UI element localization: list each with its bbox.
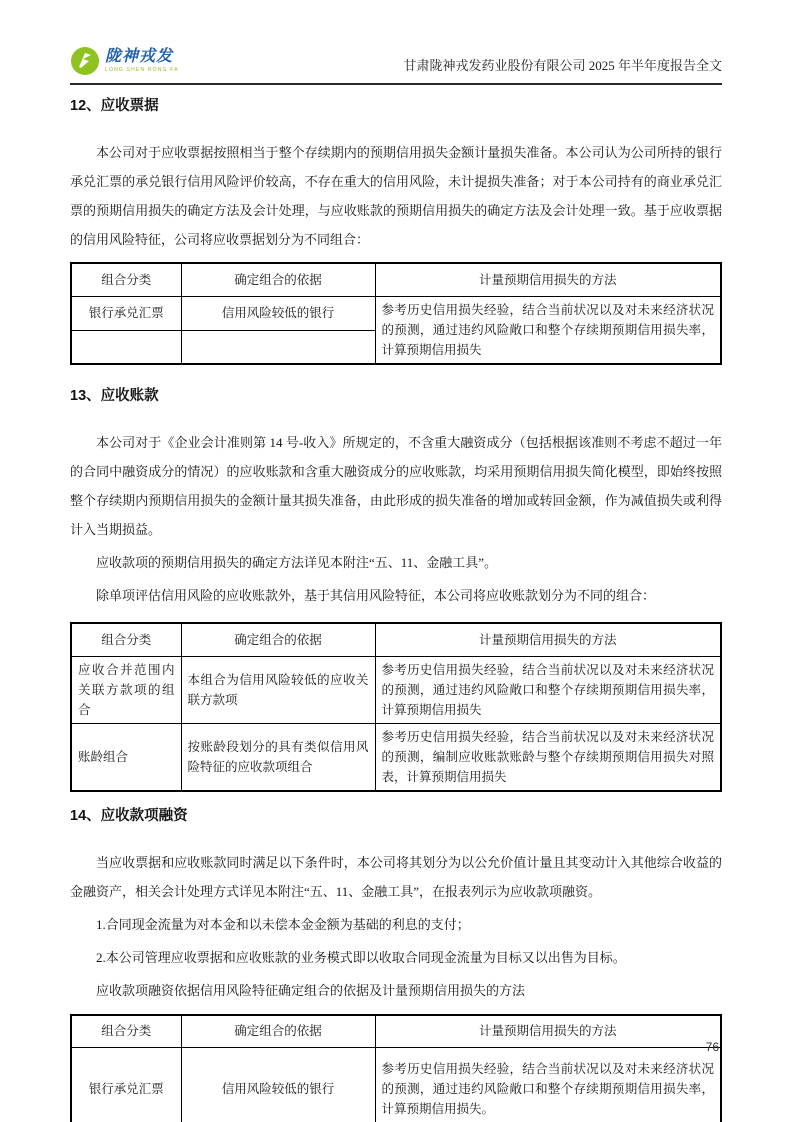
table-row (71, 723, 721, 791)
section14-condition-1: 1.合同现金流量为对本金和以未偿本金金额为基础的利息的支付； (96, 916, 470, 932)
table-header-row (71, 1015, 721, 1048)
table-header-row (71, 623, 721, 656)
section-heading-14: 14、应收款项融资 (70, 807, 188, 824)
empty-cell (181, 330, 375, 364)
company-logo (70, 46, 179, 76)
section14-paragraph-1: 当应收票据和应收账款同时满足以下条件时，本公司将其划分为以公允价值计量且其变动计入其他综合收益的金融资产，相关会计处理方式详见本附注“五、11、金融工具”，在报表列示为应收款项融资。 (70, 854, 722, 899)
cell-method: 参考历史信用损失经验，结合当前状况以及对未来经济状况的预测，通过违约风险敞口和整个存续期预期信用损失率，计算预期信用损失 (375, 296, 721, 364)
logo-circle-icon (70, 46, 100, 76)
col-header-category: 组合分类 (71, 1015, 181, 1048)
cell-basis: 信用风险较低的银行 (181, 1048, 375, 1122)
document-title: 甘肃陇神戎发药业股份有限公司 2025 年半年度报告全文 (403, 58, 722, 73)
section-heading-12: 12、应收票据 (70, 98, 159, 114)
col-header-category: 组合分类 (71, 623, 181, 656)
receivables-financing-table (70, 1014, 722, 1122)
accounts-receivable-table (70, 622, 722, 792)
col-header-method: 计量预期信用损失的方法 (375, 623, 721, 656)
cell-category: 账龄组合 (71, 723, 181, 791)
notes-receivable-table (70, 262, 722, 365)
cell-basis: 按账龄段划分的具有类似信用风险特征的应收款项组合 (181, 723, 375, 791)
brand-name-cn: 陇神戎发 (105, 48, 174, 65)
section-heading-13: 13、应收账款 (70, 388, 159, 404)
empty-cell (71, 330, 181, 364)
section13-paragraph-3: 除单项评估信用风险的应收账款外，基于其信用风险特征，本公司将应收账款划分为不同的组合： (96, 588, 656, 603)
table-row (71, 1048, 721, 1122)
cell-category: 银行承兑汇票 (71, 1048, 181, 1122)
col-header-method: 计量预期信用损失的方法 (375, 263, 721, 296)
brand-name-en: LONG SHEN RONG FA (105, 67, 179, 73)
col-header-basis: 确定组合的依据 (181, 1015, 375, 1048)
section13-paragraph-1: 本公司对于《企业会计准则第 14 号-收入》所规定的，不含重大融资成分（包括根据该准则不考虑不超过一年的合同中融资成分的情况）的应收账款和含重大融资成分的应收账款，均采用预期信用损失简化模型，即始终按照整个存续期内预期信用损失的金额计量其损失准备，由此形成的损失准备的增加或转回金额，作为减值损失或利得计入当期损益。 (70, 435, 722, 537)
table-row (71, 296, 721, 330)
section14-condition-2: 2.本公司管理应收票据和应收账款的业务模式即以收取合同现金流量为目标又以出售为目标。 (96, 949, 626, 965)
cell-method: 参考历史信用损失经验，结合当前状况以及对未来经济状况的预测，编制应收账款账龄与整个存续期预期信用损失对照表，计算预期信用损失 (375, 723, 721, 791)
cell-method: 参考历史信用损失经验，结合当前状况以及对未来经济状况的预测，通过违约风险敞口和整个存续期预期信用损失率，计算预期信用损失 (375, 656, 721, 723)
cell-category: 应收合并范围内关联方款项的组合 (71, 656, 181, 723)
cell-basis: 本组合为信用风险较低的应收关联方款项 (181, 656, 375, 723)
section14-table-caption: 应收款项融资依据信用风险特征确定组合的依据及计量预期信用损失的方法 (96, 982, 526, 998)
col-header-category: 组合分类 (71, 263, 181, 296)
page-number: 76 (705, 1040, 719, 1054)
section12-paragraph: 本公司对于应收票据按照相当于整个存续期内的预期信用损失金额计量损失准备。本公司认为公司所持的银行承兑汇票的承兑银行信用风险评价较高，不存在重大的信用风险，未计提损失准备；对于本公司持有的商业承兑汇票的预期信用损失的确定方法及会计处理，与应收账款的预期信用损失的确定方法及会计处理一致。基于应收票据的信用风险特征，公司将应收票据划分为不同组合： (70, 145, 722, 247)
table-row (71, 656, 721, 723)
cell-basis: 信用风险较低的银行 (181, 296, 375, 330)
table-header-row (71, 263, 721, 296)
cell-category: 银行承兑汇票 (71, 296, 181, 330)
cell-method: 参考历史信用损失经验，结合当前状况以及对未来经济状况的预测，通过违约风险敞口和整个存续期预期信用损失率，计算预期信用损失。 (375, 1048, 721, 1122)
col-header-basis: 确定组合的依据 (181, 263, 375, 296)
section13-paragraph-2: 应收款项的预期信用损失的确定方法详见本附注“五、11、金融工具”。 (96, 555, 498, 570)
col-header-method: 计量预期信用损失的方法 (375, 1015, 721, 1048)
col-header-basis: 确定组合的依据 (181, 623, 375, 656)
page-header (70, 0, 722, 85)
